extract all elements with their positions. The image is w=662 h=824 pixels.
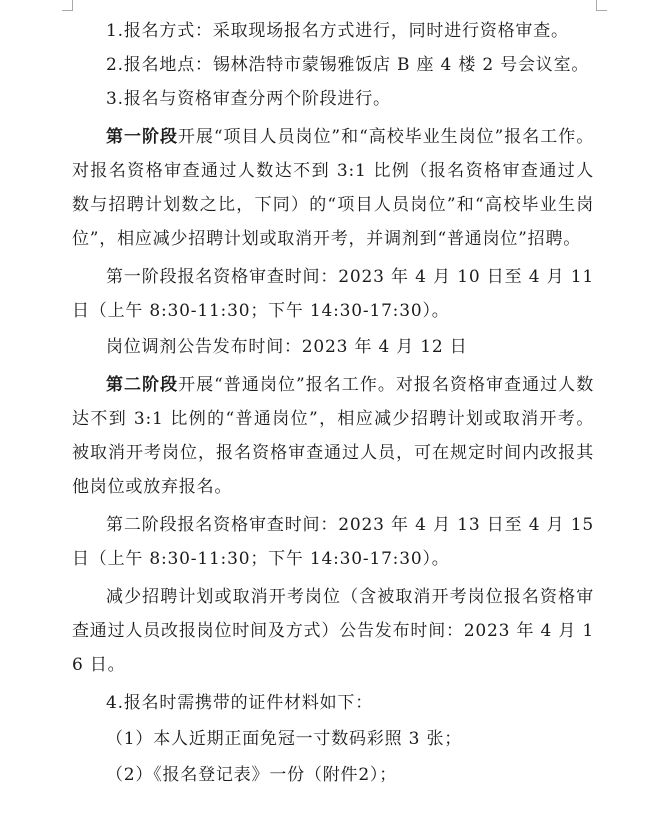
paragraph-registration-location: 2.报名地点：锡林浩特市蒙锡雅饭店 B 座 4 楼 2 号会议室。 [106, 55, 590, 75]
stage-one-text: 开展“项目人员岗位”和“高校毕业生岗位”报名工作。对报名资格审查通过人数达不到 3:1 比例（报名资格审查通过人数与招聘计划数之比，下同）的“项目人员岗位”和“高校毕业生岗位”，相应减少招聘计划或取消开考，并调剂到“普通岗位”招聘。 [72, 127, 594, 249]
stage-two-heading: 第二阶段 [106, 375, 179, 395]
document-body [72, 14, 594, 792]
stage-one-heading: 第一阶段 [106, 127, 178, 147]
paragraph-stage-one-time: 第一阶段报名资格审查时间：2023 年 4 月 10 日至 4 月 11 日（上午 8:30-11:30；下午 14:30-17:30）。 [72, 267, 594, 321]
stage-two-text: 开展“普通岗位”报名工作。对报名资格审查通过人数达不到 3:1 比例的“普通岗位”，相应减少招聘计划或取消开考。被取消开考岗位，报名资格审查通过人员，可在规定时间内改报其他岗位或放弃报名。 [72, 375, 594, 497]
page-corner-mark-left [62, 0, 73, 11]
paragraph-two-stages: 3.报名与资格审查分两个阶段进行。 [106, 89, 391, 109]
page-corner-mark-right [596, 0, 607, 11]
paragraph-adjustment-notice-time: 岗位调剂公告发布时间：2023 年 4 月 12 日 [106, 337, 468, 357]
paragraph-material-photo: （1）本人近期正面免冠一寸数码彩照 3 张； [106, 729, 463, 749]
paragraph-required-materials: 4.报名时需携带的证件材料如下： [106, 693, 374, 713]
paragraph-reduction-notice: 减少招聘计划或取消开考岗位（含被取消开考岗位报名资格审查通过人员改报岗位时间及方式）公告发布时间：2023 年 4 月 16 日。 [72, 587, 594, 675]
paragraph-stage-two-time: 第二阶段报名资格审查时间：2023 年 4 月 13 日至 4 月 15 日（上午 8:30-11:30；下午 14:30-17:30）。 [72, 515, 594, 569]
paragraph-stage-two [72, 368, 594, 504]
paragraph-stage-one [72, 120, 594, 256]
paragraph-material-registration-form: （2）《报名登记表》一份（附件2）； [106, 765, 398, 785]
paragraph-registration-method: 1.报名方式：采取现场报名方式进行，同时进行资格审查。 [106, 21, 569, 41]
